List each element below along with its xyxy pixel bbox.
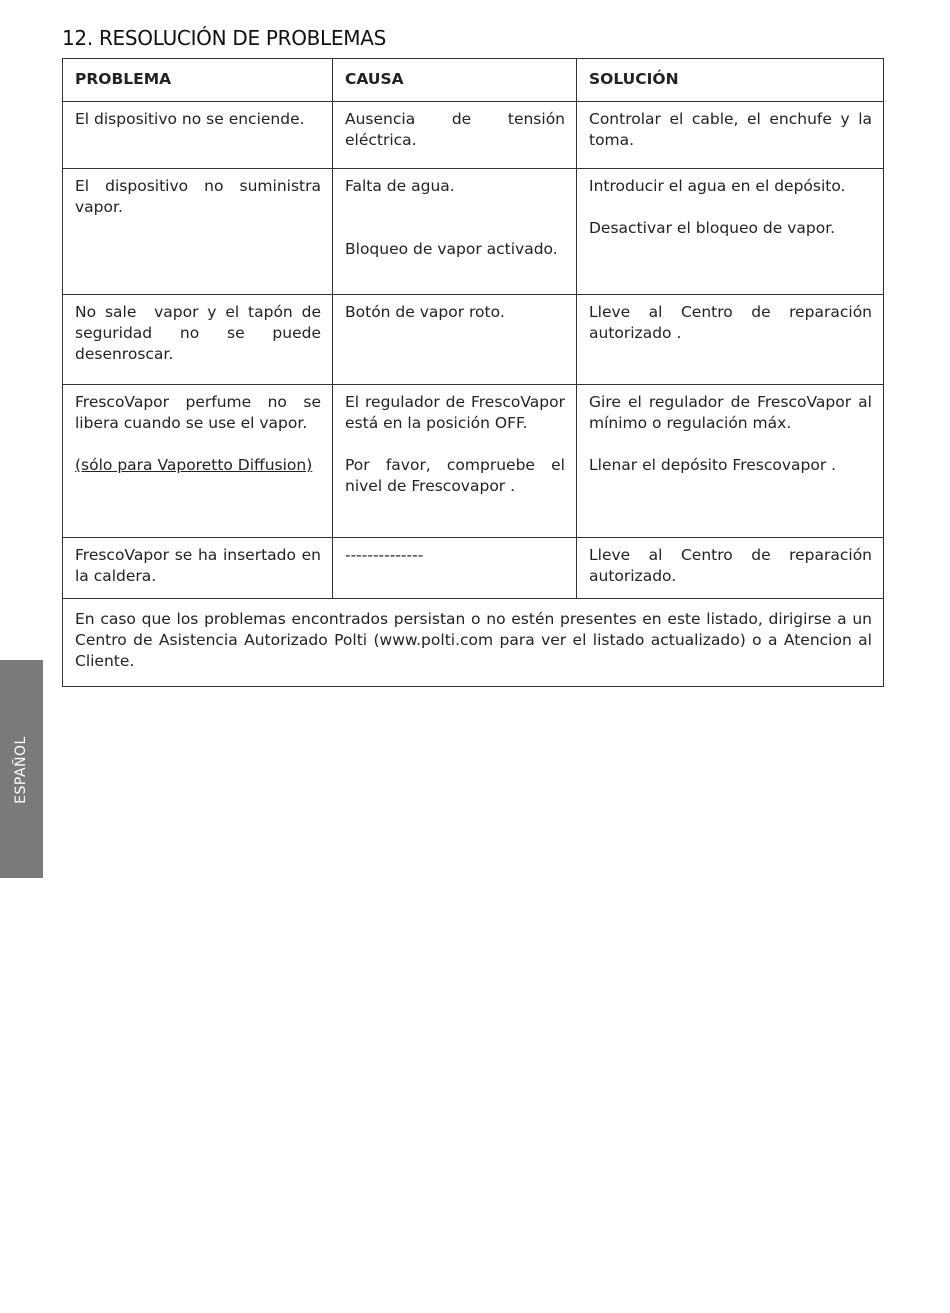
cause-text: Por favor, compruebe el nivel de Frescovapor . xyxy=(345,456,565,495)
language-tab-label: ESPAÑOL xyxy=(13,736,29,804)
solution-cell xyxy=(577,538,884,599)
problem-cell xyxy=(63,295,333,385)
problem-text: FrescoVapor perfume no se libera cuando se use el vapor. xyxy=(75,393,321,432)
table-row xyxy=(63,169,884,295)
header-solucion: SOLUCIÓN xyxy=(577,59,884,102)
table-note-row xyxy=(63,599,884,687)
solution-text: Introducir el agua en el depósito. xyxy=(589,177,846,195)
assistance-note: En caso que los problemas encontrados persistan o no estén presentes en este listado, dirigirse a un Centro de Asistencia Autorizado Polti (www.polti.com para ver el listado actualizado) o a Atencion al Cliente. xyxy=(63,599,884,687)
problem-cell xyxy=(63,102,333,169)
problem-text: FrescoVapor se ha insertado en la caldera. xyxy=(75,546,321,585)
problem-text: No sale vapor y el tapón de seguridad no se puede desenroscar. xyxy=(75,303,326,363)
cause-text: Falta de agua. xyxy=(345,177,455,195)
cause-text: -------------- xyxy=(345,546,424,564)
cause-text: Ausencia de tensión eléctrica. xyxy=(345,110,565,149)
table-row xyxy=(63,538,884,599)
cause-text: El regulador de FrescoVapor está en la posición OFF. xyxy=(345,393,565,432)
solution-cell xyxy=(577,102,884,169)
problem-cell xyxy=(63,385,333,538)
problem-cell xyxy=(63,538,333,599)
solution-text: Gire el regulador de FrescoVapor al mínimo o regulación máx. xyxy=(589,393,872,432)
cause-cell xyxy=(333,385,577,538)
solution-text: Controlar el cable, el enchufe y la toma. xyxy=(589,110,872,149)
solution-text: Llenar el depósito Frescovapor . xyxy=(589,456,837,474)
problem-note: (sólo para Vaporetto Diffusion) xyxy=(75,456,313,474)
cause-cell xyxy=(333,295,577,385)
table-row xyxy=(63,102,884,169)
problem-text: El dispositivo no se enciende. xyxy=(75,110,305,128)
solution-text: Desactivar el bloqueo de vapor. xyxy=(589,219,836,237)
solution-text: Lleve al Centro de reparación autorizado. xyxy=(589,546,872,585)
cause-text: Botón de vapor roto. xyxy=(345,303,505,321)
header-problema: PROBLEMA xyxy=(63,59,333,102)
header-causa: CAUSA xyxy=(333,59,577,102)
table-row xyxy=(63,385,884,538)
cause-cell xyxy=(333,169,577,295)
table-header-row xyxy=(63,59,884,102)
solution-text: Lleve al Centro de reparación autorizado . xyxy=(589,303,872,342)
table-row xyxy=(63,295,884,385)
problem-cell xyxy=(63,169,333,295)
troubleshooting-table xyxy=(62,58,884,687)
solution-cell xyxy=(577,295,884,385)
cause-cell xyxy=(333,538,577,599)
solution-cell xyxy=(577,385,884,538)
cause-text: Bloqueo de vapor activado. xyxy=(345,240,558,258)
problem-text: El dispositivo no suministra vapor. xyxy=(75,177,321,216)
page-title: 12. RESOLUCIÓN DE PROBLEMAS xyxy=(62,26,386,50)
solution-cell xyxy=(577,169,884,295)
cause-cell xyxy=(333,102,577,169)
